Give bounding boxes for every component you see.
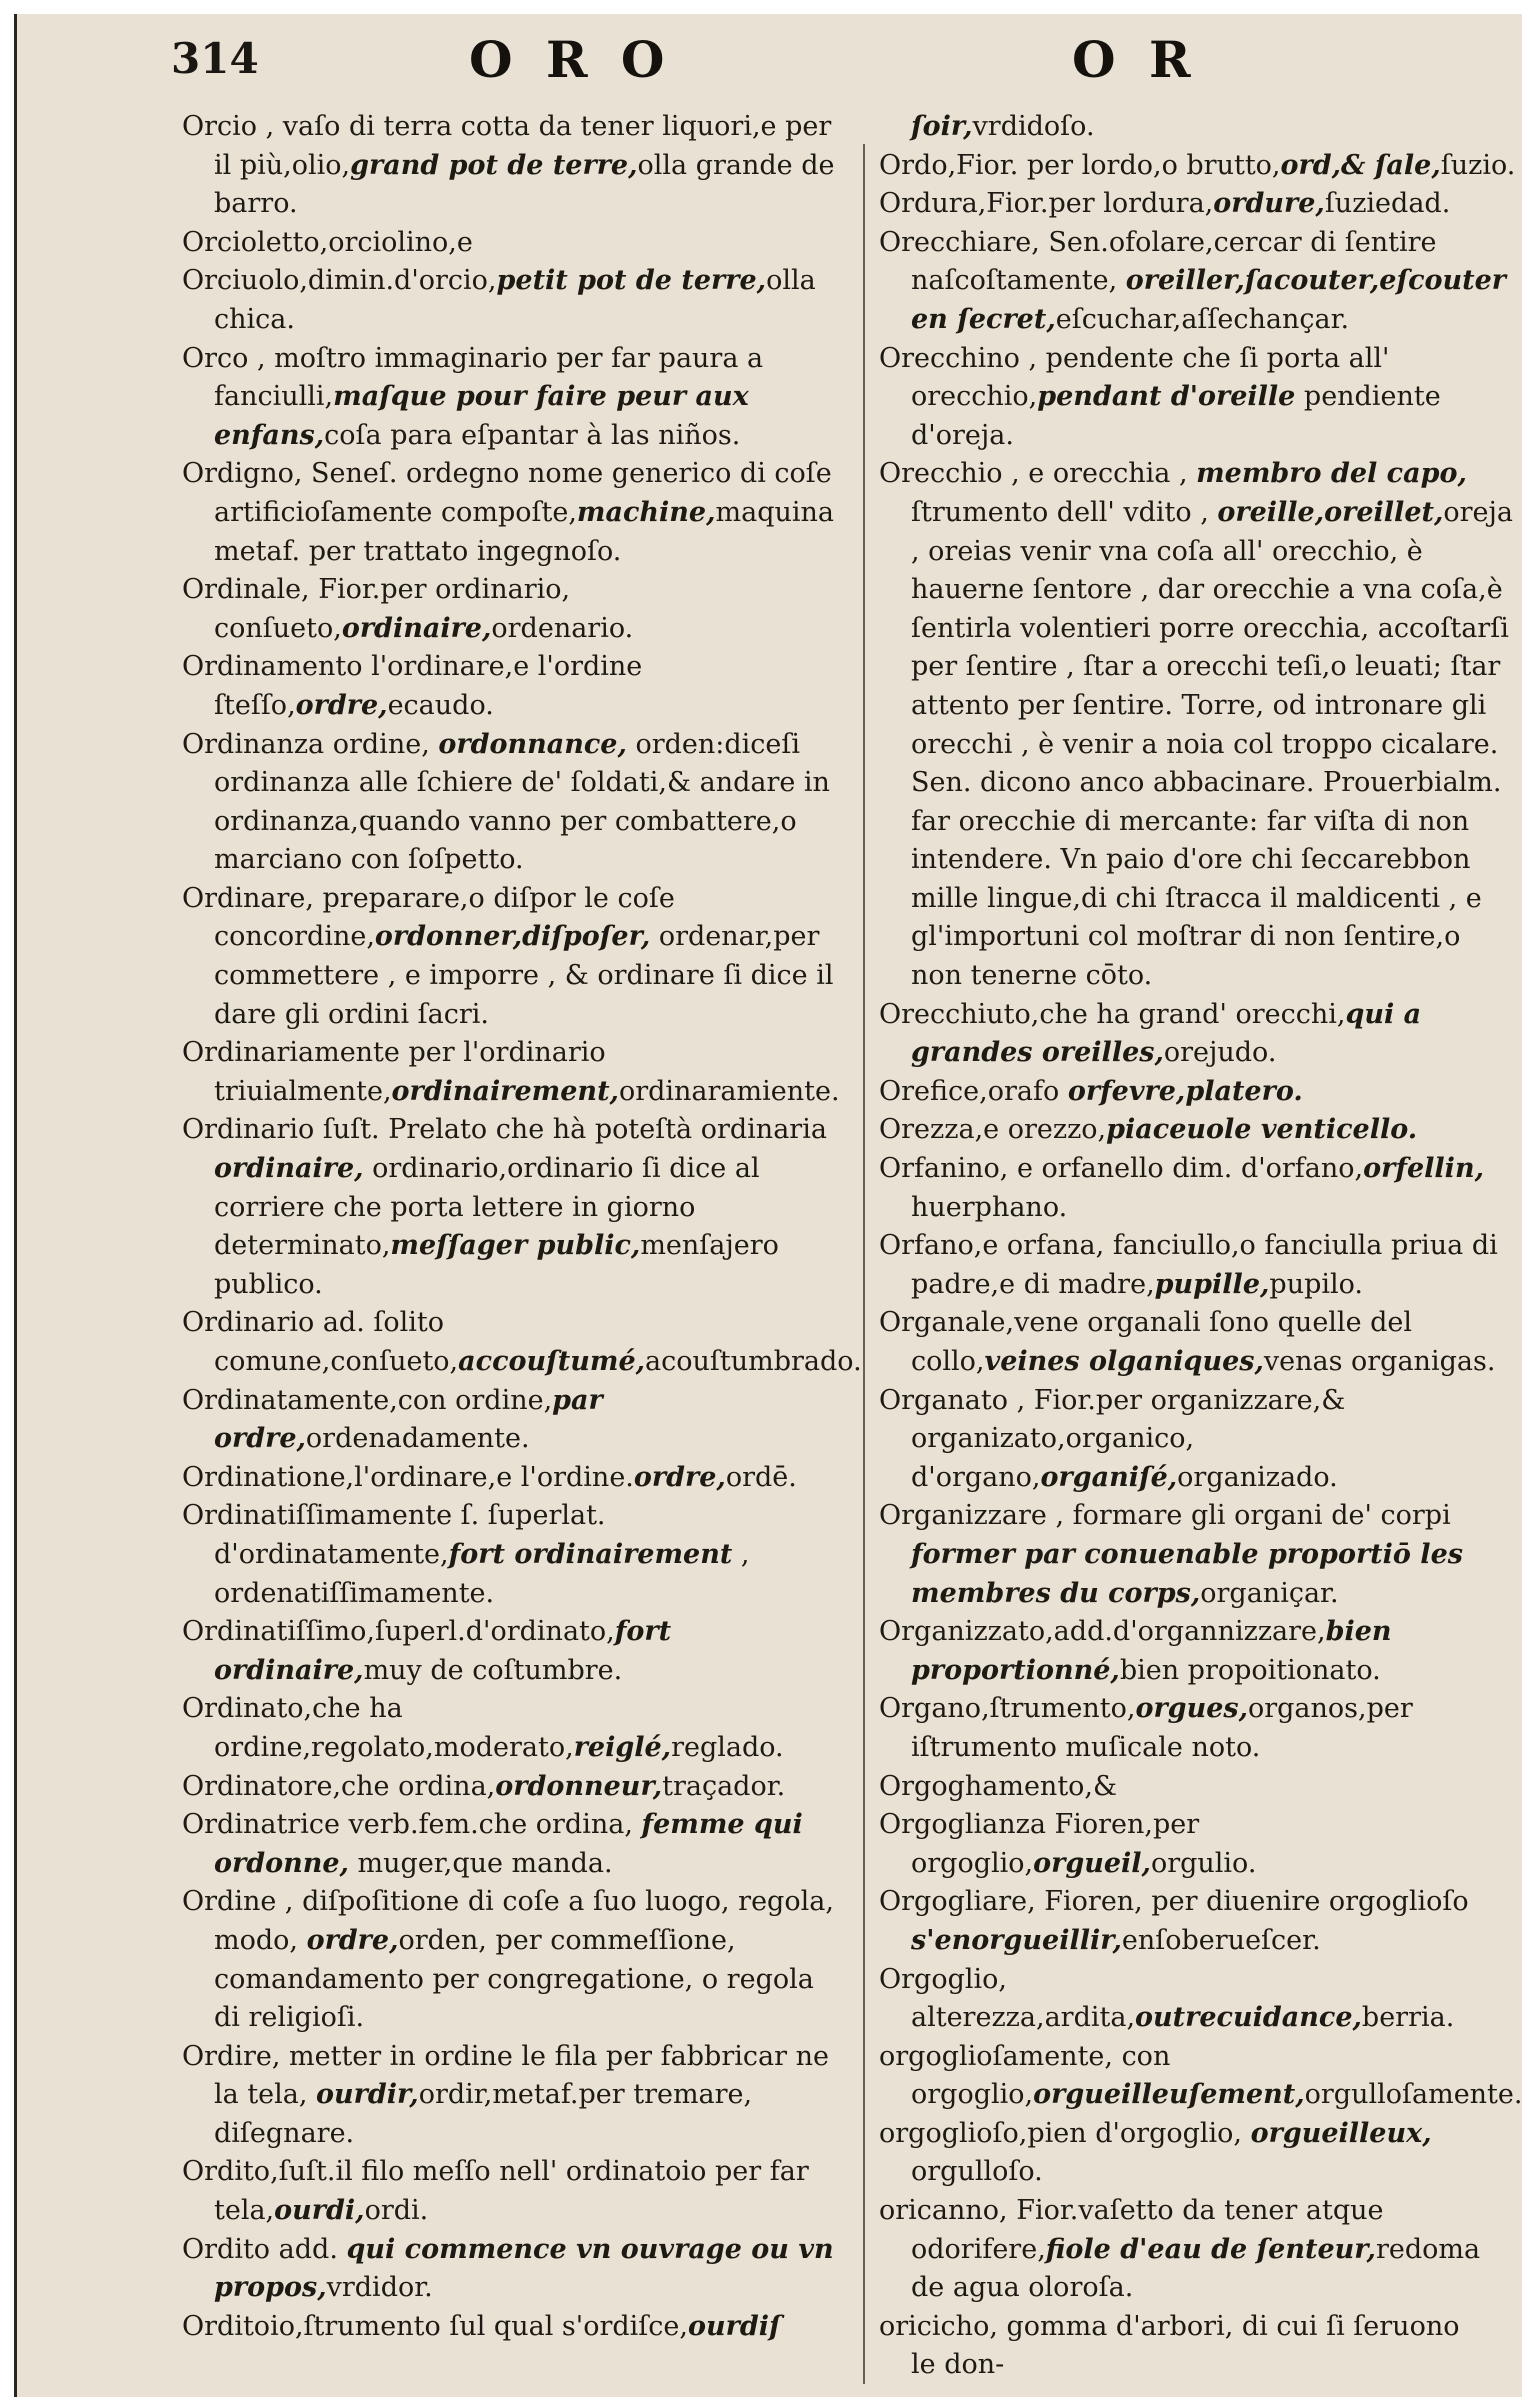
entry-text: redoma de agua oloroſa. xyxy=(911,2233,1481,2304)
french-equivalent: meſſager public, xyxy=(390,1230,641,1262)
dictionary-entry xyxy=(879,1613,1519,1690)
entry-text: Orco , moſtro immaginario per far paura a fanciulli, xyxy=(182,342,764,413)
dictionary-entry xyxy=(879,1497,1519,1613)
entry-text: Orfanino, e orfanello dim. d'orfano, xyxy=(879,1153,1364,1185)
entry-text: oreja , oreias venir vna coſa all' orecchio, è hauerne ſentore , dar orecchie a vna coſa,è ſentirla volentieri porre orecchia, accoſtarſi per ſentire , ſtar a orecchi teſi,o leuati; ſtar attento per ſentire. Torre, od intronare gli orecchi , è venir a noia col troppo cicalare. Sen. dicono anco abbacinare. Prouerbialm. far orecchie di mercante: far viſta di non intendere. Vn paio d'ore chi ſeccarebbon mille lingue,di chi ſtracca il maldicenti , e gl'importuni col moſtrar di non ſentire,o non tenerne cōto. xyxy=(911,496,1513,992)
entry-text: venas organigas. xyxy=(1263,1346,1496,1377)
entry-text: Orfano,e orfana, fanciullo,o fanciulla priua di padre,e di madre, xyxy=(879,1230,1498,1300)
entry-text: Ordura,Fior.per lordura, xyxy=(879,188,1214,220)
dictionary-entry xyxy=(182,726,847,880)
entry-text: olla grande de barro. xyxy=(214,149,835,220)
dictionary-entry xyxy=(879,2346,1519,2385)
entry-text: orejudo. xyxy=(1163,1037,1277,1069)
dictionary-entry xyxy=(879,1227,1519,1304)
entry-text: Orgogliare, Fioren, per diuenire orgoglioſo xyxy=(879,1886,1469,1918)
dictionary-entry xyxy=(879,1690,1519,1767)
entry-text: Orezza,e orezzo, xyxy=(879,1114,1107,1146)
dictionary-entry xyxy=(879,1111,1519,1150)
entry-text: coſa para eſpantar à las niños. xyxy=(324,419,741,451)
entry-text: Orciuolo,dimin.d'orcio, xyxy=(182,265,497,297)
dictionary-entry xyxy=(182,1459,847,1498)
french-equivalent: ordre, xyxy=(306,1924,399,1956)
dictionary-entry xyxy=(879,1382,1519,1498)
column-divider xyxy=(863,144,865,2384)
dictionary-entry xyxy=(879,1961,1519,2038)
dictionary-entry xyxy=(182,1304,862,1381)
right-column xyxy=(879,108,1522,2385)
dictionary-entry xyxy=(879,1150,1519,1227)
entry-text: Ordinanza ordine, xyxy=(182,728,439,760)
entry-text: Orcioletto,orciolino,e xyxy=(182,226,473,258)
entry-text: orgoglioſo,pien d'orgoglio, xyxy=(879,2117,1251,2149)
french-equivalent: organiſé, xyxy=(1040,1461,1178,1493)
entry-text: Orecchino , pendente che ſi porta all' orecchio, xyxy=(879,342,1390,413)
dictionary-entry xyxy=(182,340,847,456)
entry-text: orgoglioſamente, con orgoglio, xyxy=(879,2040,1171,2111)
dictionary-entry xyxy=(182,224,847,263)
entry-text: ordenar,per commettere , e imporre , & ordinare ſi dice il dare gli ordini ſacri. xyxy=(214,921,834,1030)
french-equivalent: femme qui ordonne, xyxy=(214,1809,803,1879)
entry-text: bien propoitionato. xyxy=(1119,1654,1381,1686)
entry-text: ſtrumento dell' vdito , xyxy=(911,496,1218,528)
entry-text: le don- xyxy=(911,2349,1005,2381)
entry-text: ordenario. xyxy=(491,612,634,644)
dictionary-entry xyxy=(182,1883,847,2037)
french-equivalent: ord,& ſale, xyxy=(1280,149,1441,181)
french-equivalent: oreille,oreillet, xyxy=(1217,496,1444,528)
french-equivalent: qui commence vn ouvrage ou vn propos, xyxy=(214,2233,834,2304)
french-equivalent: ordonneur, xyxy=(495,1770,663,1802)
dictionary-entry xyxy=(879,108,1519,147)
french-equivalent: ordure, xyxy=(1213,188,1325,220)
entry-text: maquina metaf. per trattato ingegnoſo. xyxy=(214,496,835,567)
french-equivalent: ordinairement, xyxy=(391,1075,619,1107)
dictionary-entry xyxy=(182,1111,847,1304)
entry-text: ordir,metaf.per tremare, diſegnare. xyxy=(214,2079,753,2149)
french-equivalent: reiglé, xyxy=(573,1731,672,1763)
entry-text: Ordinatiſſimamente ſ. ſuperlat. d'ordinatamente, xyxy=(182,1500,606,1570)
entry-text: Orecchio , e orecchia , xyxy=(879,458,1197,490)
entry-text: Orcio , vaſo di terra cotta da tener liquori,e per il più,olio, xyxy=(182,111,832,181)
french-equivalent: fort ordinaire, xyxy=(214,1616,672,1686)
dictionary-entry xyxy=(182,108,847,224)
entry-text: ordinaramiente. xyxy=(618,1075,840,1107)
dictionary-entry xyxy=(182,648,847,725)
french-equivalent: s'enorgueillir, xyxy=(911,1924,1122,1956)
entry-text: ecaudo. xyxy=(387,689,494,721)
dictionary-entry xyxy=(182,880,847,1034)
entry-text: ordinario,ordinario ſi dice al corriere che porta lettere in giorno determinato, xyxy=(214,1153,760,1262)
entry-text: Ordinatiſſimo,ſuperl.d'ordinato, xyxy=(182,1616,615,1648)
entry-text: oricicho, gomma d'arbori, di cui ſi ſeruono xyxy=(879,2310,1460,2342)
french-equivalent: maſque pour faire peur aux enfans, xyxy=(214,381,749,451)
french-equivalent: petit pot de terre, xyxy=(496,265,767,297)
entry-text: vrdidoſo. xyxy=(972,111,1095,142)
entry-text: Organato , Fior.per organizzare,& organizato,organico, d'organo, xyxy=(879,1384,1346,1493)
entry-text: enſoberueſcer. xyxy=(1121,1924,1321,1956)
dictionary-entry xyxy=(879,185,1519,224)
french-equivalent: pendant d'oreille xyxy=(1037,381,1296,413)
entry-text: reglado. xyxy=(671,1731,784,1763)
dictionary-page xyxy=(14,14,1522,2397)
entry-text: Organo,ſtrumento, xyxy=(879,1693,1136,1725)
dictionary-entry xyxy=(879,2192,1519,2308)
dictionary-entry xyxy=(879,2038,1522,2115)
entry-text: berria. xyxy=(1361,2002,1455,2034)
entry-text: Ordinario ſuſt. Prelato che hà poteſtà ordinaria xyxy=(182,1114,827,1146)
dictionary-entry xyxy=(182,2308,847,2347)
french-equivalent: qui a grandes oreilles, xyxy=(911,998,1422,1069)
dictionary-entry xyxy=(182,2231,847,2308)
french-equivalent: oreiller,ſacouter,eſcouter en ſecret, xyxy=(911,265,1507,335)
entry-text: menſajero publico. xyxy=(214,1230,779,1300)
french-equivalent: membro del capo, xyxy=(1196,458,1467,490)
entry-text: Ordinare, preparare,o diſpor le coſe concordine, xyxy=(182,882,675,953)
dictionary-entry xyxy=(879,1073,1519,1112)
entry-text: Ordo,Fior. per lordo,o brutto, xyxy=(879,149,1281,181)
entry-text: Orgoghamento,& xyxy=(879,1770,1118,1802)
entry-text: eſcuchar,aſſechançar. xyxy=(1055,303,1350,335)
entry-text: Organizzare , formare gli organi de' corpi xyxy=(879,1500,1451,1532)
entry-text: muy de coſtumbre. xyxy=(363,1654,623,1686)
entry-text: muger,que manda. xyxy=(348,1847,613,1879)
entry-text: huerphano. xyxy=(911,1191,1068,1223)
running-header-right: O R xyxy=(1072,30,1199,89)
french-equivalent: orgueil, xyxy=(1033,1847,1151,1879)
french-equivalent: fort ordinairement xyxy=(448,1538,733,1570)
entry-text: organos,per iſtrumento muſicale noto. xyxy=(911,1693,1413,1763)
french-equivalent: ourdir, xyxy=(316,2079,419,2111)
dictionary-entry xyxy=(879,1304,1519,1381)
dictionary-entry xyxy=(879,2115,1519,2192)
entry-text: pendiente d'oreja. xyxy=(911,381,1441,451)
dictionary-entry xyxy=(182,1497,847,1613)
entry-text: Ordinale, Fior.per ordinario, conſueto, xyxy=(182,574,571,644)
entry-text: Ordinario ad. ſolito comune,conſueto, xyxy=(182,1307,459,1377)
french-equivalent: piaceuole venticello. xyxy=(1106,1114,1418,1146)
entry-text: orgulloſamente. xyxy=(1304,2079,1522,2111)
entry-text: ordi. xyxy=(364,2195,429,2227)
entry-text: Ordine , diſpoſitione di coſe a ſuo luogo, regola, modo, xyxy=(182,1886,834,1956)
entry-text: organizado. xyxy=(1177,1461,1338,1493)
entry-text: ordenadamente. xyxy=(305,1423,530,1455)
entry-text: Orditoio,ſtrumento ſul qual s'ordiſce, xyxy=(182,2310,688,2342)
entry-text: acouſtumbrado. xyxy=(645,1346,862,1377)
entry-text: oricanno, Fior.vaſetto da tener atque odorifere, xyxy=(879,2195,1384,2265)
dictionary-entry xyxy=(182,455,847,571)
entry-text: Orecchiuto,che ha grand' orecchi, xyxy=(879,998,1346,1030)
french-equivalent: outrecuidance, xyxy=(1135,2002,1362,2034)
page-number: 314 xyxy=(171,34,259,83)
entry-text: ſuzio. xyxy=(1440,149,1516,181)
entry-text: orden, per commeſſione, comandamento per congregatione, o regola di religioſi. xyxy=(214,1924,814,2034)
french-equivalent: fiole d'eau de ſenteur, xyxy=(1045,2233,1376,2265)
entry-text: vrdidor. xyxy=(326,2272,433,2304)
french-equivalent: orgueilleuſement, xyxy=(1033,2079,1305,2111)
entry-text: orden:diceſi ordinanza alle ſchiere de' ſoldati,& andare in ordinanza,quando vanno per combattere,o marciano con ſoſpetto. xyxy=(214,728,830,876)
left-column xyxy=(182,108,862,2346)
entry-text: ſuziedad. xyxy=(1324,188,1451,220)
dictionary-entry xyxy=(879,340,1519,456)
entry-text: Ordinariamente per l'ordinario triuialmente, xyxy=(182,1037,606,1107)
entry-text: orgulio. xyxy=(1150,1847,1257,1879)
french-equivalent: orgues, xyxy=(1135,1693,1248,1725)
french-equivalent: orfevre,platero. xyxy=(1067,1075,1303,1107)
dictionary-entry xyxy=(879,147,1519,186)
entry-text: Ordinamento l'ordinare,e l'ordine ſteſſo, xyxy=(182,651,643,721)
entry-text: Organale,vene organali ſono quelle del collo, xyxy=(879,1307,1413,1377)
entry-text: Ordinatrice verb.fem.che ordina, xyxy=(182,1809,642,1841)
entry-text: , ordenatiſſimamente. xyxy=(214,1538,750,1609)
running-header-left: O R O xyxy=(469,30,673,89)
french-equivalent: orgueilleux, xyxy=(1250,2117,1432,2149)
french-equivalent: orfellin, xyxy=(1363,1153,1484,1185)
dictionary-entry xyxy=(182,1034,847,1111)
french-equivalent: ordre, xyxy=(295,689,388,721)
entry-text: Ordire, metter in ordine le fila per fabbricar ne la tela, xyxy=(182,2040,829,2111)
french-equivalent: par ordre, xyxy=(214,1384,603,1455)
dictionary-entry xyxy=(182,1690,847,1767)
french-equivalent: ourdiſ xyxy=(687,2310,781,2342)
entry-text: Orgoglio, alterezza,ardita, xyxy=(879,1963,1136,2034)
entry-text: orgulloſo. xyxy=(911,2156,1043,2188)
dictionary-entry xyxy=(879,996,1519,1073)
french-equivalent: ordinaire, xyxy=(341,612,492,644)
french-equivalent: grand pot de terre, xyxy=(350,149,638,181)
french-equivalent: machine, xyxy=(576,496,716,528)
dictionary-entry xyxy=(879,1768,1519,1807)
entry-text: Ordito,ſuſt.il filo meſſo nell' ordinatoio per far tela, xyxy=(182,2156,809,2227)
entry-text: Ordinato,che ha ordine,regolato,moderato, xyxy=(182,1693,574,1763)
entry-text: pupilo. xyxy=(1269,1268,1363,1300)
french-equivalent: pupille, xyxy=(1154,1268,1270,1300)
dictionary-entry xyxy=(182,2038,847,2154)
entry-text: Orgoglianza Fioren,per orgoglio, xyxy=(879,1809,1200,1879)
dictionary-entry xyxy=(879,224,1519,340)
french-equivalent: ordonnance, xyxy=(438,728,627,760)
entry-text: organiçar. xyxy=(1200,1577,1339,1609)
entry-text: Ordigno, Seneſ. ordegno nome generico di coſe artificioſamente compoſte, xyxy=(182,458,832,528)
entry-text: Organizzato,add.d'organnizzare, xyxy=(879,1616,1326,1648)
dictionary-entry xyxy=(879,1883,1519,1960)
entry-text: olla chica. xyxy=(214,265,816,335)
entry-text: Ordinatamente,con ordine, xyxy=(182,1384,553,1416)
dictionary-entry xyxy=(182,1806,847,1883)
entry-text: Orefice,orafo xyxy=(879,1075,1068,1107)
entry-text: traçador. xyxy=(662,1770,786,1802)
french-equivalent: ſoir, xyxy=(911,111,973,142)
entry-text: Ordito add. xyxy=(182,2233,347,2265)
entry-text: Ordinatione,l'ordinare,e l'ordine. xyxy=(182,1461,634,1493)
dictionary-entry xyxy=(879,1806,1519,1883)
french-equivalent: ourdi, xyxy=(274,2195,365,2227)
dictionary-entry xyxy=(182,1382,847,1459)
entry-text: Orecchiare, Sen.ofolare,cercar di ſentire naſcoſtamente, xyxy=(879,226,1437,297)
entry-text: ordē. xyxy=(725,1461,797,1493)
dictionary-entry xyxy=(879,2308,1519,2347)
entry-text: Ordinatore,che ordina, xyxy=(182,1770,496,1802)
french-equivalent: ordinaire, xyxy=(214,1153,364,1185)
french-equivalent: ordre, xyxy=(633,1461,726,1493)
french-equivalent: accouſtumé, xyxy=(458,1346,646,1377)
french-equivalent: bien proportionné, xyxy=(911,1616,1392,1686)
dictionary-entry xyxy=(182,2153,847,2230)
dictionary-entry xyxy=(182,1768,847,1807)
dictionary-entry xyxy=(182,1613,847,1690)
french-equivalent: ordonner,diſpoſer, xyxy=(374,921,651,953)
dictionary-entry xyxy=(182,262,847,339)
french-equivalent: former par conuenable proportiō les membres du corps, xyxy=(911,1538,1463,1609)
dictionary-entry xyxy=(182,571,847,648)
dictionary-entry xyxy=(879,455,1519,995)
french-equivalent: veines olganiques, xyxy=(984,1346,1264,1377)
